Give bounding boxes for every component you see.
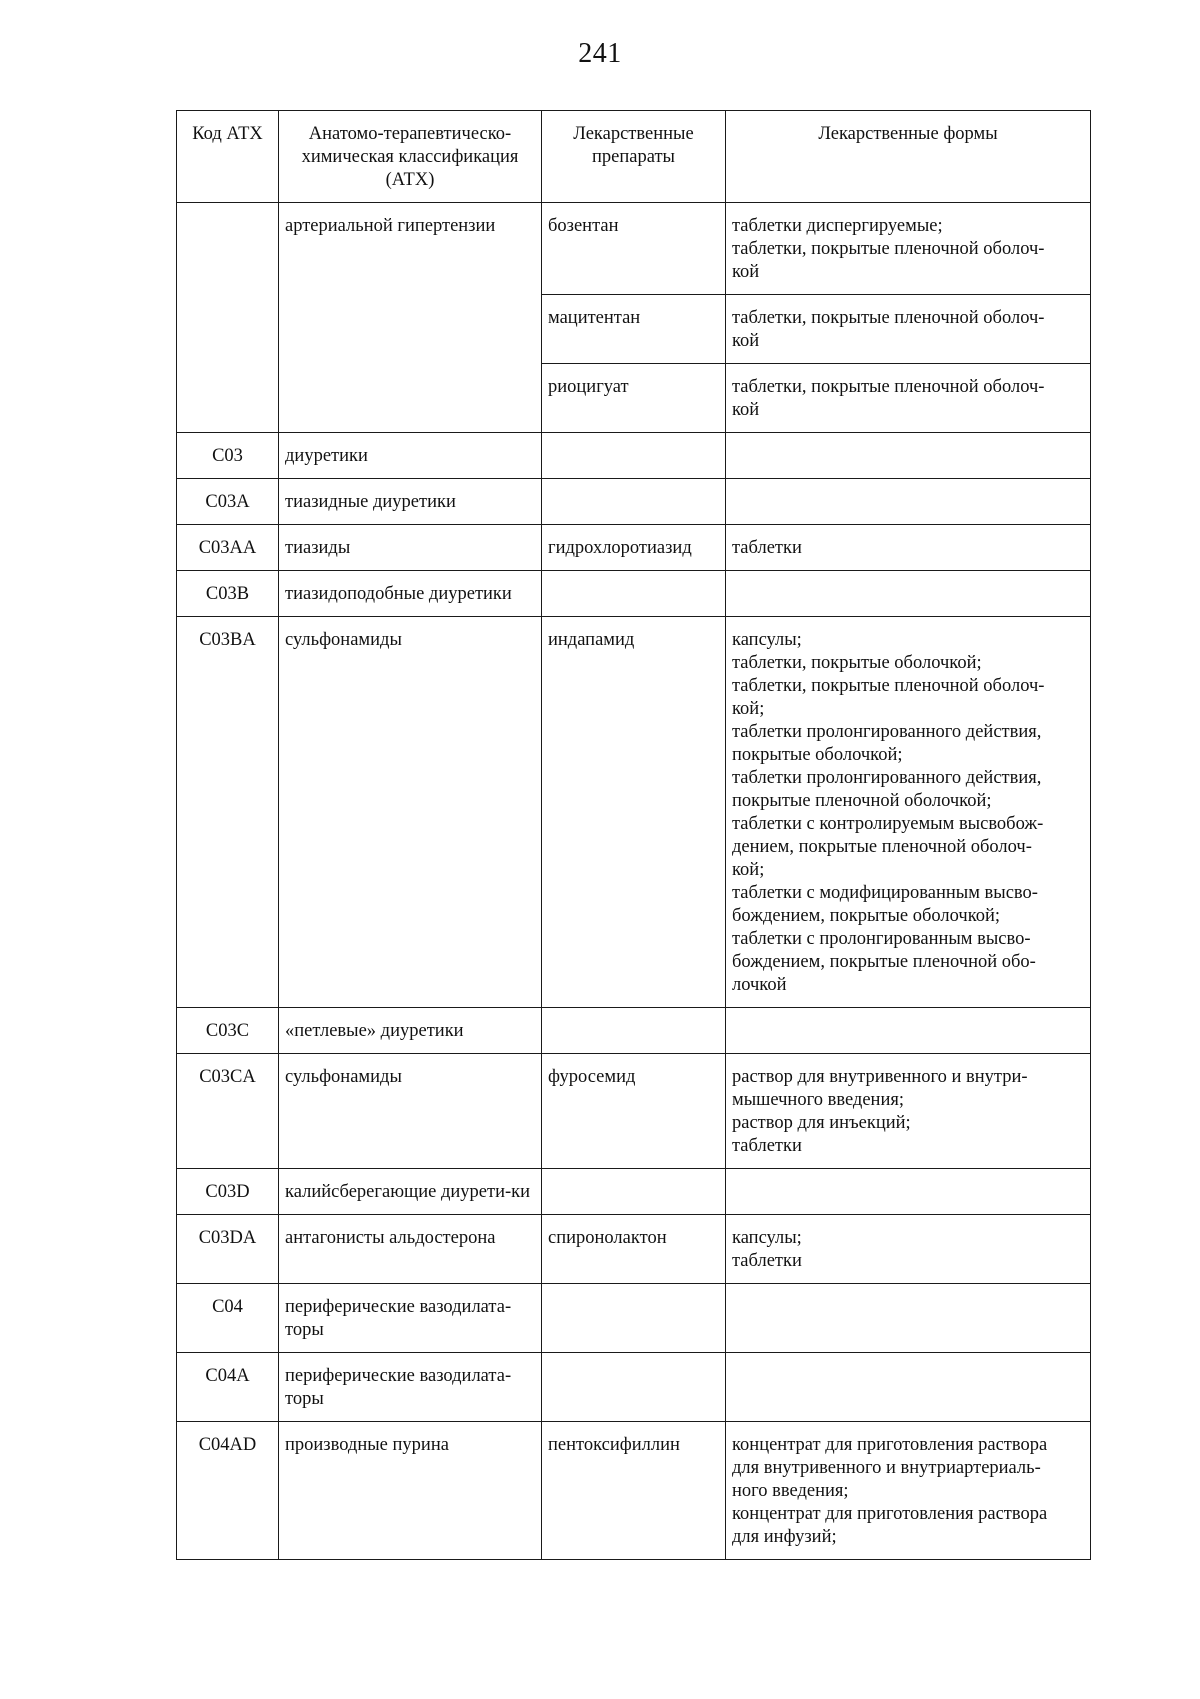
form-line: кой <box>732 262 760 282</box>
table-row <box>177 433 1091 479</box>
dosage-forms <box>726 364 1091 433</box>
drug-name <box>542 433 726 479</box>
header-code: Код АТХ <box>177 111 279 203</box>
form-line: таблетки <box>732 1136 802 1156</box>
atx-table <box>176 110 1091 1560</box>
form-line: дением, покрытые пленочной оболоч- <box>732 837 1032 857</box>
table-row <box>177 1054 1091 1169</box>
table-row <box>177 1008 1091 1054</box>
drug-name: мацитентан <box>542 295 726 364</box>
drug-name: спиронолактон <box>542 1215 726 1284</box>
atx-name: производные пурина <box>279 1422 542 1560</box>
atx-code: C04 <box>177 1284 279 1353</box>
atx-code: C04AD <box>177 1422 279 1560</box>
table-row <box>177 617 1091 1008</box>
form-line: таблетки диспергируемые; <box>732 216 943 236</box>
form-line: мышечного введения; <box>732 1090 904 1110</box>
drug-name <box>542 571 726 617</box>
form-line: таблетки, покрытые пленочной оболоч- <box>732 308 1045 328</box>
atx-code: C03C <box>177 1008 279 1054</box>
form-line: таблетки с пролонгированным высво- <box>732 929 1031 949</box>
table-row <box>177 1169 1091 1215</box>
dosage-forms <box>726 203 1091 295</box>
form-line: ного введения; <box>732 1481 849 1501</box>
drug-name: пентоксифиллин <box>542 1422 726 1560</box>
drug-name: гидрохлоротиазид <box>542 525 726 571</box>
table-row <box>177 525 1091 571</box>
atx-name: тиазиды <box>279 525 542 571</box>
drug-name <box>542 1353 726 1422</box>
dosage-forms <box>726 1215 1091 1284</box>
drug-name: фуросемид <box>542 1054 726 1169</box>
form-line: концентрат для приготовления раствора <box>732 1435 1048 1455</box>
header-forms: Лекарственные формы <box>726 111 1091 203</box>
drug-name <box>542 479 726 525</box>
form-line: бождением, покрытые оболочкой; <box>732 906 1001 926</box>
form-line: капсулы; <box>732 1228 802 1248</box>
form-line: раствор для инъекций; <box>732 1113 911 1133</box>
atx-name: тиазидные диуретики <box>279 479 542 525</box>
table-row <box>177 571 1091 617</box>
atx-name: периферические вазодилата-торы <box>279 1353 542 1422</box>
atx-name: артериальной гипертензии <box>279 203 542 433</box>
header-classification: Анатомо-терапевтическо-химическая классификация (АТХ) <box>279 111 542 203</box>
header-drugs: Лекарственные препараты <box>542 111 726 203</box>
dosage-forms <box>726 1353 1091 1422</box>
form-line: бождением, покрытые пленочной обо- <box>732 952 1036 972</box>
dosage-forms <box>726 617 1091 1008</box>
form-line: покрытые пленочной оболочкой; <box>732 791 992 811</box>
drug-name <box>542 1284 726 1353</box>
table-row <box>177 203 1091 295</box>
dosage-forms <box>726 525 1091 571</box>
atx-name: периферические вазодилата-торы <box>279 1284 542 1353</box>
table-row <box>177 1422 1091 1560</box>
atx-name: сульфонамиды <box>279 1054 542 1169</box>
form-line: лочкой <box>732 975 787 995</box>
dosage-forms <box>726 571 1091 617</box>
page-number: 241 <box>578 38 622 69</box>
dosage-forms <box>726 1054 1091 1169</box>
form-line: кой <box>732 400 760 420</box>
atx-code <box>177 203 279 433</box>
dosage-forms <box>726 479 1091 525</box>
drug-name: бозентан <box>542 203 726 295</box>
atx-name: сульфонамиды <box>279 617 542 1008</box>
atx-name: калийсберегающие диурети-ки <box>279 1169 542 1215</box>
dosage-forms <box>726 1169 1091 1215</box>
dosage-forms <box>726 1284 1091 1353</box>
dosage-forms <box>726 1422 1091 1560</box>
table-row <box>177 479 1091 525</box>
drug-name: риоцигуат <box>542 364 726 433</box>
form-line: таблетки, покрытые оболочкой; <box>732 653 982 673</box>
drug-name <box>542 1008 726 1054</box>
form-line: таблетки <box>732 1251 802 1271</box>
atx-code: C04A <box>177 1353 279 1422</box>
form-line: таблетки, покрытые пленочной оболоч- <box>732 676 1045 696</box>
atx-name: диуретики <box>279 433 542 479</box>
form-line: таблетки, покрытые пленочной оболоч- <box>732 377 1045 397</box>
table-row <box>177 1284 1091 1353</box>
form-line: концентрат для приготовления раствора <box>732 1504 1048 1524</box>
atx-code: C03DA <box>177 1215 279 1284</box>
atx-name: тиазидоподобные диуретики <box>279 571 542 617</box>
table-row <box>177 1215 1091 1284</box>
form-line: кой; <box>732 860 765 880</box>
atx-code: C03BA <box>177 617 279 1008</box>
form-line: таблетки, покрытые пленочной оболоч- <box>732 239 1045 259</box>
dosage-forms <box>726 433 1091 479</box>
form-line: для инфузий; <box>732 1527 837 1547</box>
form-line: капсулы; <box>732 630 802 650</box>
atx-name: «петлевые» диуретики <box>279 1008 542 1054</box>
form-line: таблетки пролонгированного действия, <box>732 722 1042 742</box>
atx-code: C03AA <box>177 525 279 571</box>
atx-code: C03D <box>177 1169 279 1215</box>
form-line: таблетки пролонгированного действия, <box>732 768 1042 788</box>
form-line: таблетки с контролируемым высвобож- <box>732 814 1044 834</box>
form-line: кой <box>732 331 760 351</box>
dosage-forms <box>726 295 1091 364</box>
table-row <box>177 1353 1091 1422</box>
drug-name <box>542 1169 726 1215</box>
dosage-forms <box>726 1008 1091 1054</box>
atx-name: антагонисты альдостерона <box>279 1215 542 1284</box>
atx-code: C03 <box>177 433 279 479</box>
drug-name: индапамид <box>542 617 726 1008</box>
atx-code: C03CA <box>177 1054 279 1169</box>
form-line: для внутривенного и внутриартериаль- <box>732 1458 1041 1478</box>
form-line: раствор для внутривенного и внутри- <box>732 1067 1028 1087</box>
atx-code: C03A <box>177 479 279 525</box>
form-line: таблетки с модифицированным высво- <box>732 883 1038 903</box>
table-header-row <box>177 111 1091 203</box>
atx-code: C03B <box>177 571 279 617</box>
form-line: кой; <box>732 699 765 719</box>
form-line: покрытые оболочкой; <box>732 745 903 765</box>
form-line: таблетки <box>732 538 802 558</box>
